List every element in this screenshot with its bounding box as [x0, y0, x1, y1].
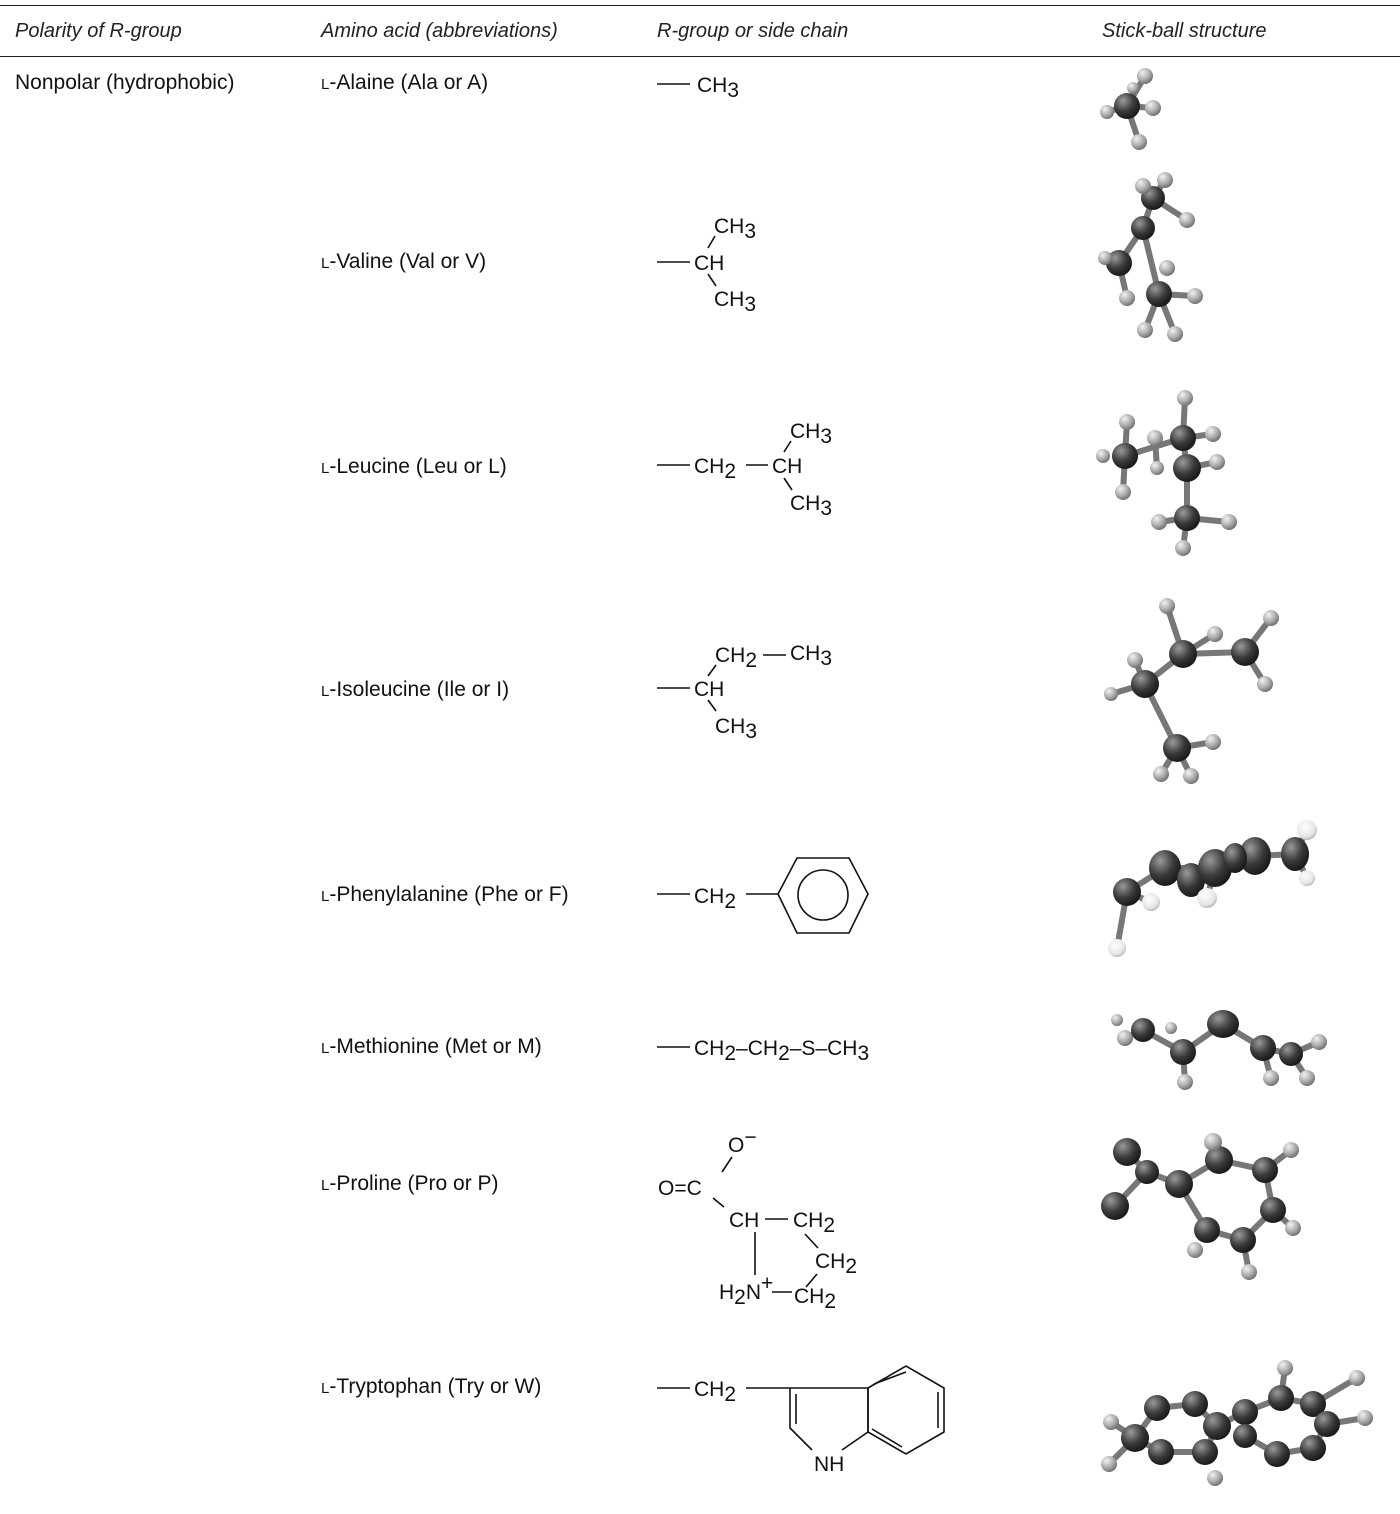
amino-acid-alanine: L-Alaine (Ala or A) — [321, 71, 489, 94]
svg-text:CH3: CH3 — [790, 420, 833, 448]
amino-acid-proline: L-Proline (Pro or P) — [321, 1172, 499, 1195]
svg-text:CH3: CH3 — [790, 642, 833, 670]
table-header-rule — [0, 56, 1400, 57]
svg-text:CH: CH — [694, 252, 725, 275]
polarity-group-label: Nonpolar (hydrophobic) — [15, 71, 235, 94]
svg-text:O=C: O=C — [658, 1177, 702, 1200]
svg-text:CH: CH — [729, 1209, 760, 1232]
amino-acid-valine: L-Valine (Val or V) — [321, 250, 487, 273]
amino-acid-leucine: L-Leucine (Leu or L) — [321, 455, 507, 478]
svg-text:CH3: CH3 — [714, 215, 757, 243]
svg-text:O−: O− — [728, 1126, 757, 1157]
svg-text:CH3: CH3 — [714, 288, 757, 316]
svg-text:H2N+: H2N+ — [719, 1272, 774, 1309]
header-structure: Stick-ball structure — [1102, 20, 1267, 42]
svg-text:CH: CH — [772, 455, 803, 478]
table-top-rule — [0, 5, 1400, 6]
header-r-group: R-group or side chain — [657, 20, 849, 42]
svg-text:CH2: CH2 — [815, 1250, 858, 1278]
svg-text:CH2: CH2 — [715, 644, 758, 672]
amino-acid-phenylalanine: L-Phenylalanine (Phe or F) — [321, 883, 569, 906]
amino-acid-isoleucine: L-Isoleucine (Ile or I) — [321, 678, 510, 701]
stick-ball-structures — [1095, 58, 1395, 1513]
svg-text:CH3: CH3 — [790, 492, 833, 520]
amino-acid-tryptophan: L-Tryptophan (Try or W) — [321, 1375, 542, 1398]
svg-text:CH2: CH2 — [694, 885, 737, 913]
svg-text:CH3: CH3 — [697, 74, 740, 102]
svg-text:CH2: CH2 — [694, 1378, 737, 1406]
svg-text:NH: NH — [814, 1453, 845, 1476]
amino-acid-methionine: L-Methionine (Met or M) — [321, 1035, 542, 1058]
svg-text:CH2: CH2 — [694, 455, 737, 483]
svg-text:CH2: CH2 — [793, 1209, 836, 1237]
svg-text:CH: CH — [694, 678, 725, 701]
svg-text:CH2: CH2 — [794, 1285, 837, 1313]
svg-text:CH2–CH2–S–CH3: CH2–CH2–S–CH3 — [694, 1037, 870, 1065]
header-amino-acid: Amino acid (abbreviations) — [321, 20, 558, 42]
svg-text:CH3: CH3 — [715, 715, 758, 743]
header-polarity: Polarity of R-group — [15, 20, 182, 42]
